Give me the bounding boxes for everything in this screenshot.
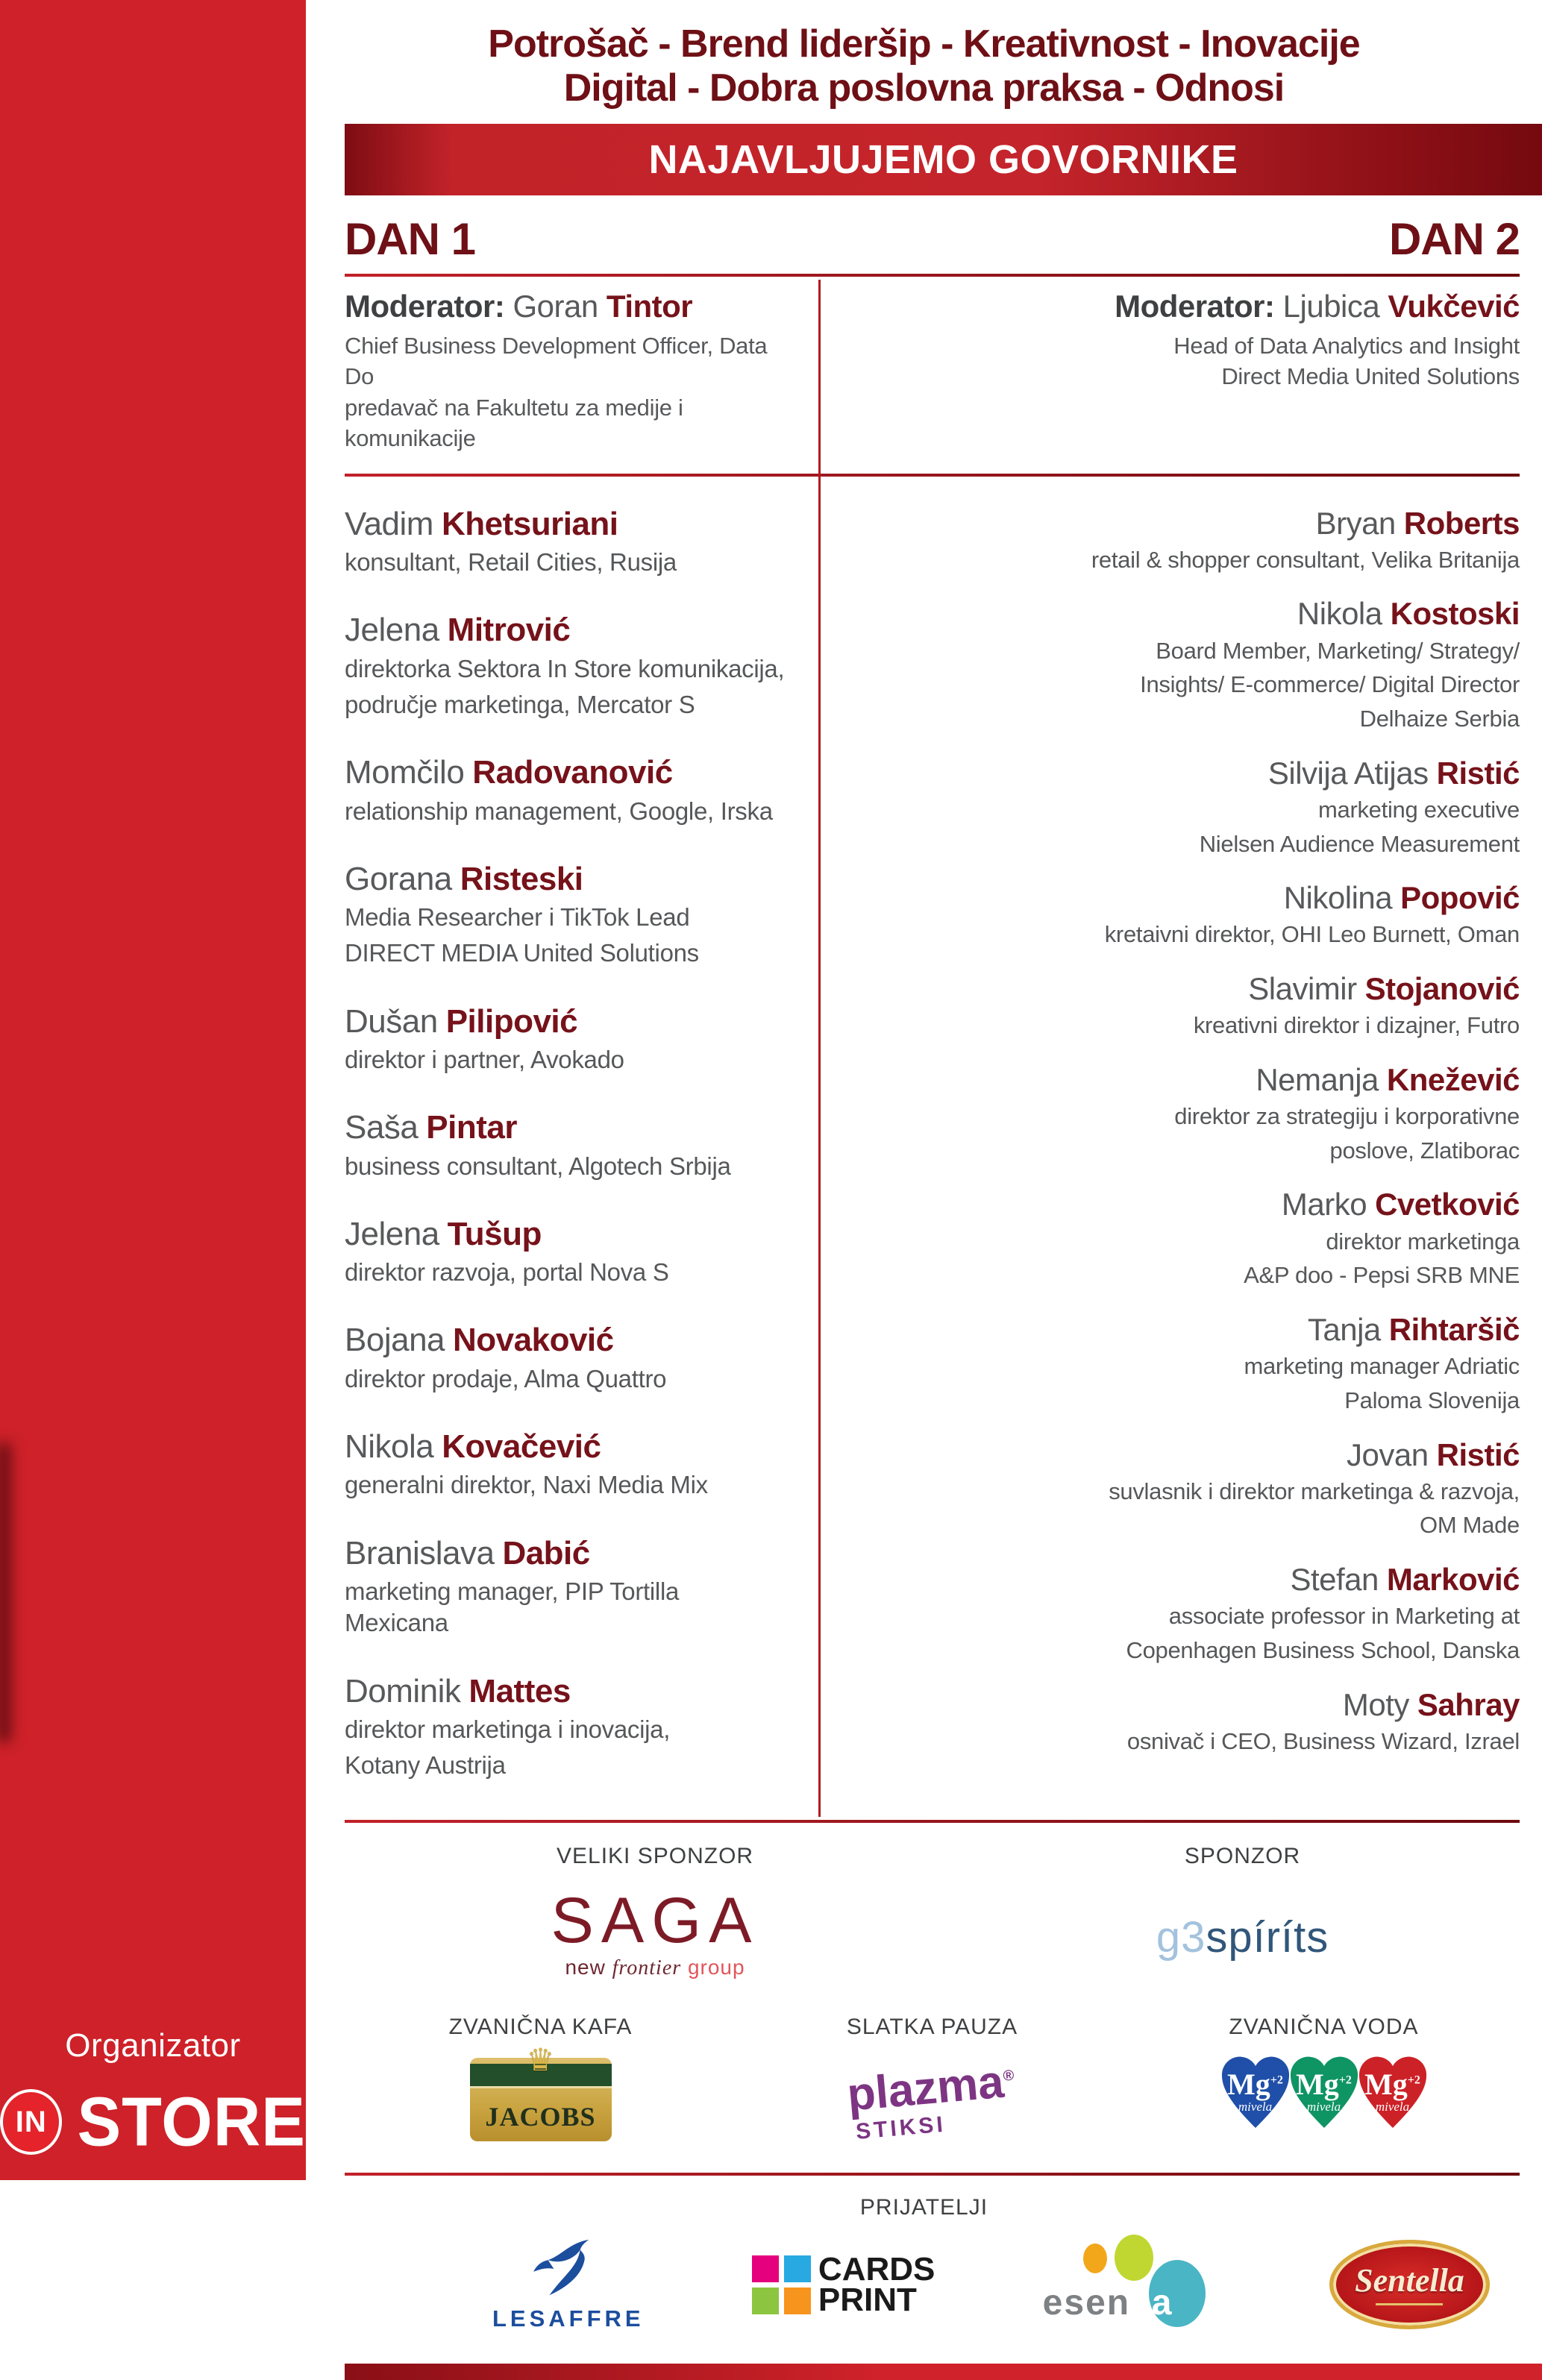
day2-moderator-desc: [841, 330, 1520, 392]
plazma-logo: [734, 2049, 1131, 2155]
mivela-script-text: mivela: [1238, 2100, 1273, 2114]
speaker-first-name: Saša: [345, 1109, 419, 1146]
speaker-last-name: Tušup: [447, 1215, 542, 1252]
speaker-name: [841, 972, 1520, 1006]
friends-logos-row: [492, 2237, 1490, 2332]
day1-speaker-list: [345, 506, 818, 1816]
sentella-wordmark: Sentella: [1355, 2261, 1464, 2299]
speaker-entry: [345, 1536, 789, 1639]
mivela-heart-blue-icon: [1218, 2053, 1293, 2132]
speaker-entry: [841, 756, 1520, 859]
g3spirits-logo: [965, 1912, 1520, 1962]
sponzor-block: [965, 1844, 1520, 1980]
speaker-desc-line: Media Researcher i TikTok Lead: [345, 903, 690, 932]
speaker-first-name: Jelena: [345, 612, 439, 649]
speaker-desc-line: OM Made: [1420, 1512, 1520, 1539]
speaker-first-name: Nikola: [345, 1428, 434, 1466]
speaker-name: [841, 597, 1520, 631]
speaker-entry: [345, 1004, 789, 1076]
speaker-name: [841, 1688, 1520, 1722]
organizer-label: Organizator: [65, 2027, 241, 2064]
speaker-first-name: Silvija Atijas: [1267, 755, 1429, 791]
speaker-desc-line: konsultant, Retail Cities, Rusija: [345, 548, 677, 577]
speaker-entry: [345, 612, 789, 720]
speaker-desc-line: Nielsen Audience Measurement: [1199, 830, 1520, 857]
speaker-first-name: Momčilo: [345, 754, 465, 791]
print-text: PRINT: [818, 2282, 917, 2319]
speaker-desc-line: poslove, Zlatiborac: [1329, 1137, 1520, 1164]
speaker-name: [345, 612, 789, 648]
speaker-entry: [841, 1563, 1520, 1665]
speaker-first-name: Moty: [1342, 1686, 1409, 1722]
speaker-entry: [841, 1187, 1520, 1290]
speaker-desc-line: Kotany Austrija: [345, 1751, 506, 1780]
speaker-entry: [345, 1674, 789, 1782]
speaker-entry: [841, 597, 1520, 733]
esensa-yellow-circle-icon: [1083, 2244, 1107, 2273]
mivela-mg-text: $Mg^{+2}$: [1364, 2067, 1420, 2102]
speaker-entry: [841, 972, 1520, 1040]
speaker-first-name: Dominik: [345, 1672, 461, 1709]
organizer-block: [0, 2027, 306, 2160]
jacobs-wordmark: JACOBS: [485, 2102, 596, 2132]
mivela-script-text: mivela: [1306, 2100, 1341, 2114]
crown-icon: ♛: [526, 2042, 555, 2078]
bottom-red-bar: [345, 2364, 1542, 2380]
speaker-entry: [841, 1313, 1520, 1416]
topic-headline-line1: Potrošač - Brend lideršip - Kreativnost - Inovacije: [488, 22, 1360, 66]
mivela-script-text: mivela: [1375, 2100, 1410, 2114]
day1-title: DAN 1: [345, 213, 476, 264]
speaker-name: [841, 1187, 1520, 1222]
speaker-desc-line: direktor prodaje, Alma Quattro: [345, 1364, 667, 1392]
jacobs-logo: [470, 2042, 612, 2141]
speaker-desc-line: marketing executive: [1318, 796, 1520, 823]
pauza-block: [736, 2015, 1128, 2145]
speaker-desc-line: suvlasnik i direktor marketinga & razvoja,: [1109, 1478, 1520, 1504]
topic-headline-line2: Digital - Dobra poslovna praksa - Odnosi: [563, 66, 1285, 110]
day2-title: DAN 2: [1388, 213, 1520, 264]
saga-tagline-new: new: [565, 1956, 612, 1979]
column-divider: [818, 280, 821, 1818]
speaker-desc-line: DIRECT MEDIA United Solutions: [345, 939, 699, 967]
in-store-logo-in: IN: [15, 2105, 47, 2138]
topic-headline: [306, 0, 1542, 110]
speaker-first-name: Slavimir: [1248, 971, 1357, 1007]
speaker-last-name: Khetsuriani: [441, 505, 618, 542]
speaker-desc-line: Paloma Slovenija: [1344, 1387, 1520, 1413]
mivela-heart-red-icon: [1355, 2053, 1430, 2132]
speaker-name: [345, 1110, 789, 1146]
day1-moderator-desc: [345, 330, 789, 454]
speaker-name: [345, 1429, 789, 1465]
speaker-entry: [841, 1063, 1520, 1166]
speaker-last-name: Pintar: [426, 1109, 517, 1146]
day1-moderator-name: [345, 289, 789, 324]
mivela-heart-green-icon: [1287, 2053, 1361, 2132]
speaker-desc-line: direktor marketinga: [1326, 1228, 1520, 1255]
speaker-last-name: Knežević: [1386, 1061, 1520, 1097]
moderators-row: [345, 277, 1520, 474]
speaker-desc-line: kretaivni direktor, OHI Leo Burnett, Oman: [1104, 921, 1520, 948]
speaker-last-name: Radovanović: [472, 754, 673, 791]
speaker-entry: [841, 506, 1520, 575]
veliki-sponzor-block: [345, 1844, 965, 1980]
speaker-desc-line: business consultant, Algotech Srbija: [345, 1152, 731, 1180]
speaker-name: [841, 881, 1520, 915]
speaker-entry: [841, 1688, 1520, 1756]
esensa-text-gray: esen: [1042, 2283, 1131, 2323]
speaker-last-name: Mitrović: [447, 612, 571, 649]
speaker-first-name: Dušan: [345, 1002, 438, 1040]
speaker-last-name: Marković: [1386, 1562, 1520, 1598]
day-titles-row: [345, 195, 1520, 274]
cardsprint-wordmark: [818, 2250, 935, 2319]
mivela-mg-text: $Mg^{+2}$: [1227, 2067, 1283, 2102]
left-red-sidebar: [0, 0, 306, 2180]
speaker-desc-line: direktorka Sektora In Store komunikacija,: [345, 654, 785, 682]
speaker-desc-line: direktor razvoja, portal Nova S: [345, 1258, 669, 1287]
cardsprint-logo: [752, 2250, 935, 2319]
cardsprint-squares-icon: [752, 2255, 811, 2314]
sentella-underline: [1376, 2303, 1443, 2305]
friends-label: PRIJATELJI: [859, 2195, 988, 2220]
main-sponsors-row: [345, 1844, 1520, 1980]
speaker-name: [841, 1563, 1520, 1597]
category-sponsors-row: [345, 2015, 1520, 2145]
kafa-label: ZVANIČNA KAFA: [448, 2015, 633, 2040]
g3spirits-logo-g3: g3: [1156, 1913, 1206, 1962]
speaker-last-name: Kostoski: [1390, 596, 1520, 632]
sidebar-fold-shadow: [0, 1443, 10, 1742]
voda-block: [1128, 2015, 1520, 2132]
speaker-desc-line: direktor i partner, Avokado: [345, 1045, 624, 1073]
moderator-first-name: Goran: [513, 288, 598, 324]
speaker-desc-line: Delhaize Serbia: [1359, 706, 1520, 732]
moderator-desc-line: predavač na Fakultetu za medije i komunikacije: [345, 394, 683, 452]
speaker-entry: [345, 1322, 789, 1395]
speaker-first-name: Jovan: [1347, 1437, 1429, 1472]
speaker-desc-line: generalni direktor, Naxi Media Mix: [345, 1471, 708, 1499]
speaker-desc-line: osnivač i CEO, Business Wizard, Izrael: [1126, 1727, 1520, 1754]
speaker-entry: [345, 1216, 789, 1289]
speaker-name: [345, 1322, 789, 1358]
speaker-first-name: Branislava: [345, 1534, 495, 1572]
speaker-name: [345, 1674, 789, 1709]
speaker-last-name: Novaković: [453, 1322, 614, 1359]
saga-logo: SAGA: [551, 1885, 759, 1957]
moderator-last-name: Vukčević: [1388, 288, 1520, 324]
plazma-text: plazma: [844, 2056, 1006, 2122]
day2-moderator-name: [841, 289, 1520, 324]
in-store-circle-icon: [0, 2089, 62, 2155]
esensa-logo: [1043, 2241, 1222, 2329]
day2-moderator: [818, 289, 1520, 454]
day1-moderator: [345, 289, 818, 454]
veliki-sponzor-label: VELIKI SPONZOR: [557, 1844, 754, 1869]
sentella-logo: [1329, 2240, 1490, 2329]
speaker-desc-line: Board Member, Marketing/ Strategy/: [1156, 637, 1520, 664]
speaker-name: [345, 506, 789, 542]
divider-above-sponsors: [345, 1820, 1520, 1823]
speaker-first-name: Marko: [1281, 1187, 1367, 1222]
lesaffre-bird-icon: [527, 2237, 609, 2302]
speaker-first-name: Jelena: [345, 1215, 439, 1252]
speaker-desc-line: A&P doo - Pepsi SRB MNE: [1244, 1262, 1520, 1289]
speaker-name: [345, 1536, 789, 1572]
mivela-hearts-logo: [1128, 2053, 1520, 2132]
speaker-name: [841, 1438, 1520, 1472]
speaker-desc-line: Copenhagen Business School, Danska: [1126, 1636, 1520, 1663]
speaker-desc-line: marketing manager, PIP Tortilla Mexicana: [345, 1577, 680, 1637]
lesaffre-wordmark: LESAFFRE: [492, 2305, 645, 2332]
speaker-name: [345, 755, 789, 791]
speaker-desc-line: relationship management, Google, Irska: [345, 797, 773, 825]
speaker-name: [841, 506, 1520, 541]
speaker-entry: [841, 1438, 1520, 1541]
speaker-first-name: Bojana: [345, 1322, 445, 1359]
speaker-first-name: Stefan: [1290, 1562, 1379, 1598]
sponzor-label: SPONZOR: [1184, 1844, 1301, 1869]
mivela-mg-text: $Mg^{+2}$: [1296, 2067, 1352, 2102]
moderator-first-name: Ljubica: [1282, 288, 1380, 324]
speaker-desc-line: associate professor in Marketing at: [1168, 1603, 1520, 1630]
esensa-wordmark: [1043, 2282, 1173, 2323]
moderator-last-name: Tintor: [606, 288, 693, 324]
moderator-desc-line: Chief Business Development Officer, Data Do: [345, 332, 768, 390]
speaker-last-name: Ristić: [1436, 1437, 1520, 1472]
saga-tagline: [345, 1956, 965, 1980]
speaker-desc-line: direktor marketinga i inovacija,: [345, 1715, 671, 1743]
speaker-entry: [345, 1429, 789, 1501]
moderator-desc-line: Direct Media United Solutions: [1221, 363, 1520, 390]
speaker-name: [841, 756, 1520, 791]
speaker-first-name: Nemanja: [1256, 1061, 1379, 1097]
speaker-name: [345, 1004, 789, 1040]
kafa-block: [345, 2015, 736, 2141]
speaker-last-name: Stojanović: [1364, 971, 1520, 1007]
divider-above-friends: [345, 2173, 1520, 2176]
speaker-entry: [841, 881, 1520, 949]
esensa-green-circle-icon: [1115, 2235, 1153, 2281]
speaker-last-name: Kovačević: [442, 1428, 601, 1466]
saga-tagline-frontier: frontier: [612, 1956, 682, 1980]
moderator-label: Moderator:: [345, 288, 505, 324]
in-store-logo: [0, 2084, 306, 2160]
day2-speaker-list: [818, 506, 1520, 1816]
speaker-last-name: Popović: [1400, 880, 1520, 916]
speaker-desc-line: marketing manager Adriatic: [1244, 1353, 1520, 1380]
speaker-desc-line: retail & shopper consultant, Velika Britanija: [1091, 546, 1520, 573]
speakers-region: [345, 274, 1520, 1821]
speaker-last-name: Roberts: [1403, 505, 1520, 541]
speaker-entry: [345, 506, 789, 579]
moderator-desc-line: Head of Data Analytics and Insight: [1173, 332, 1520, 359]
speaker-desc-line: kreativni direktor i dizajner, Futro: [1193, 1012, 1520, 1039]
speaker-name: [841, 1313, 1520, 1347]
speaker-last-name: Risteski: [460, 860, 583, 897]
speaker-last-name: Dabić: [502, 1534, 590, 1572]
speaker-desc-line: Insights/ E-commerce/ Digital Director: [1140, 671, 1520, 698]
speaker-entry: [345, 861, 789, 970]
speaker-desc-line: direktor za strategiju i korporativne: [1174, 1103, 1520, 1130]
speaker-first-name: Nikolina: [1283, 880, 1393, 916]
speaker-last-name: Ristić: [1436, 755, 1520, 791]
poster-content: [306, 0, 1542, 2332]
speaker-last-name: Cvetković: [1375, 1187, 1520, 1222]
speaker-first-name: Tanja: [1307, 1312, 1381, 1347]
speaker-name: [345, 1216, 789, 1252]
in-store-logo-store: STORE: [77, 2082, 306, 2161]
announcement-banner: NAJAVLJUJEMO GOVORNIKE: [345, 124, 1542, 195]
speaker-first-name: Bryan: [1315, 505, 1396, 541]
esensa-text-white: sa: [1130, 2283, 1173, 2323]
registered-mark-icon: ®: [1002, 2067, 1015, 2085]
speaker-entry: [345, 1110, 789, 1182]
speaker-last-name: Mattes: [468, 1672, 571, 1709]
speaker-name: [345, 861, 789, 897]
speaker-last-name: Rihtaršič: [1388, 1312, 1520, 1347]
moderator-label: Moderator:: [1115, 288, 1275, 324]
speaker-last-name: Pilipović: [445, 1002, 578, 1040]
plazma-stiksi-text: STIKSI: [854, 2112, 947, 2145]
saga-tagline-group: group: [681, 1956, 745, 1979]
lesaffre-logo: [492, 2237, 645, 2332]
g3spirits-logo-spirits: spíríts: [1206, 1913, 1329, 1962]
speaker-entry: [345, 755, 789, 827]
speaker-first-name: Vadim: [345, 505, 433, 542]
cards-text: CARDS: [818, 2250, 935, 2288]
speaker-last-name: Sahray: [1417, 1686, 1520, 1722]
speaker-name: [841, 1063, 1520, 1097]
pauza-label: SLATKA PAUZA: [846, 2015, 1018, 2040]
speaker-desc-line: područje marketinga, Mercator S: [345, 690, 695, 718]
speakers-lists: [345, 477, 1520, 1821]
voda-label: ZVANIČNA VODA: [1229, 2015, 1419, 2040]
speaker-first-name: Gorana: [345, 860, 452, 897]
speaker-first-name: Nikola: [1297, 596, 1382, 632]
